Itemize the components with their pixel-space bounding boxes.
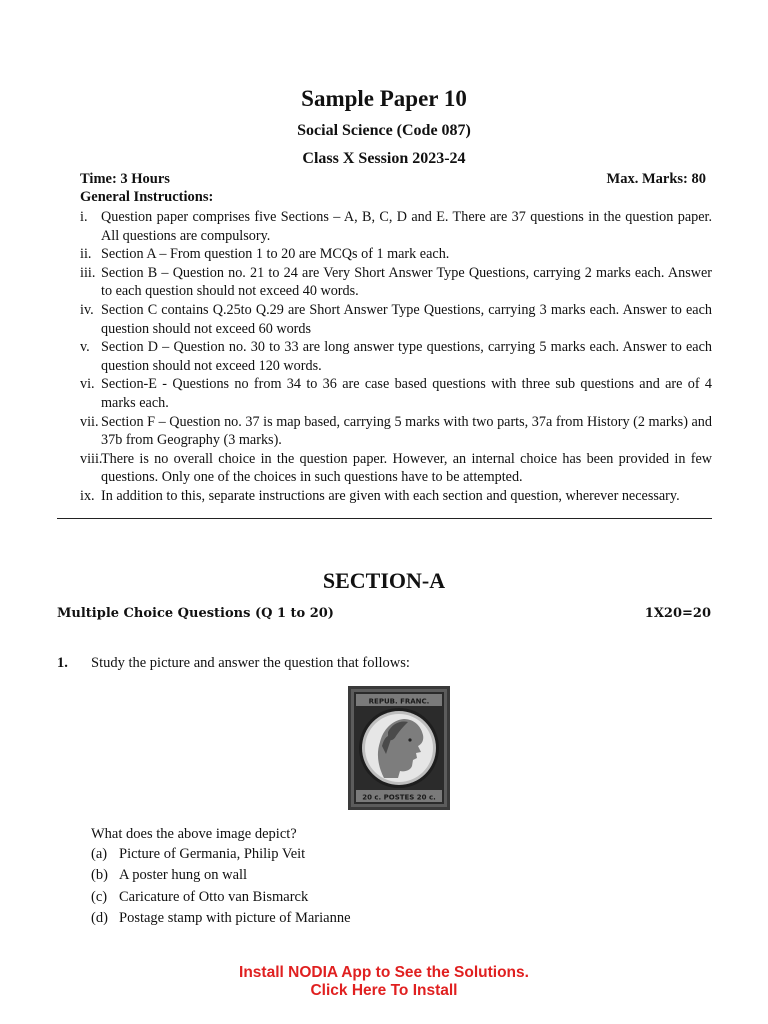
- question-subtext: What does the above image depict?: [91, 826, 297, 842]
- option-label: (b): [91, 867, 108, 883]
- instruction-text: Section D – Question no. 30 to 33 are long answer type questions, carrying 5 marks each. Answer to each question should not exceed 120 words.: [101, 339, 712, 374]
- instruction-text: Section F – Question no. 37 is map based, carrying 5 marks with two parts, 37a from History (2 marks) and 37b from Geography (3 marks).: [101, 413, 712, 449]
- instruction-item: [80, 487, 712, 506]
- instruction-item: [80, 338, 712, 375]
- option-label: (d): [91, 910, 108, 926]
- instruction-item: [80, 413, 712, 450]
- subject-line: Social Science (Code 087): [297, 122, 471, 139]
- horizontal-divider: [57, 518, 712, 519]
- instruction-item: [80, 264, 712, 301]
- option-label: (c): [91, 889, 108, 905]
- time-label: Time: 3 Hours: [80, 171, 170, 187]
- instruction-number: iv.: [80, 301, 94, 318]
- mcq-marks: 1X20=20: [644, 606, 711, 621]
- option-d: [91, 910, 351, 927]
- instruction-item: [80, 245, 712, 264]
- instruction-number: vi.: [80, 376, 95, 393]
- instruction-text: In addition to this, separate instructions are given with each section and question, wherever necessary.: [101, 487, 680, 504]
- option-c: [91, 889, 308, 906]
- session-line: Class X Session 2023-24: [302, 150, 466, 167]
- install-app-link[interactable]: Install NODIA App to See the Solutions.: [239, 964, 529, 981]
- instruction-number: ix.: [80, 487, 95, 504]
- instruction-text: Section-E - Questions no from 34 to 36 are case based questions with three sub questions and are of 4 marks each.: [101, 376, 712, 411]
- instruction-number: i.: [80, 209, 88, 225]
- instruction-item: [80, 375, 712, 412]
- instruction-number: v.: [80, 339, 90, 356]
- option-text: Caricature of Otto van Bismarck: [119, 889, 309, 905]
- stamp-top-text: REPUB. FRANC.: [368, 697, 430, 706]
- instruction-text: Section B – Question no. 21 to 24 are Very Short Answer Type Questions, carrying 2 marks each. Answer to each question should not exceed 40 words.: [101, 264, 712, 300]
- instruction-number: ii.: [80, 246, 92, 263]
- instruction-item: [80, 208, 712, 245]
- instruction-item: [80, 301, 712, 338]
- option-b: [91, 867, 247, 884]
- instruction-number: iii.: [80, 264, 96, 281]
- question-prompt: Study the picture and answer the question that follows:: [91, 655, 410, 671]
- option-label: (a): [91, 846, 108, 862]
- instruction-text: There is no overall choice in the question paper. However, an internal choice has been provided in few questions. Only one of the choices in such questions have to be attempted.: [101, 450, 712, 486]
- option-text: Picture of Germania, Philip Veit: [119, 846, 306, 862]
- instruction-text: Section C contains Q.25to Q.29 are Short Answer Type Questions, carrying 3 marks each. Answer to each question should not exceed 60 words: [101, 301, 712, 337]
- max-marks-label: Max. Marks: 80: [606, 171, 706, 187]
- instructions-list: [80, 208, 712, 506]
- marianne-stamp-image: [348, 686, 450, 810]
- section-title: SECTION-A: [322, 568, 446, 593]
- instruction-item: [80, 450, 712, 487]
- click-to-install-link[interactable]: Click Here To Install: [310, 982, 458, 999]
- option-a: [91, 846, 305, 863]
- instruction-number: vii.: [80, 413, 99, 430]
- question-number: 1.: [57, 655, 68, 671]
- general-instructions-heading: General Instructions:: [80, 189, 214, 205]
- stamp-bottom-text: 20 c. POSTES 20 c.: [362, 793, 436, 802]
- paper-title: Sample Paper 10: [301, 86, 467, 111]
- instruction-text: Question paper comprises five Sections – A, B, C, D and E. There are 37 questions in the question paper. All questions are compulsory.: [101, 209, 712, 244]
- instruction-text: Section A – From question 1 to 20 are MCQs of 1 mark each.: [101, 246, 450, 263]
- instruction-number: viii.: [80, 450, 103, 467]
- option-text: Postage stamp with picture of Marianne: [119, 910, 351, 926]
- mcq-heading: Multiple Choice Questions (Q 1 to 20): [57, 606, 334, 621]
- option-text: A poster hung on wall: [119, 867, 248, 883]
